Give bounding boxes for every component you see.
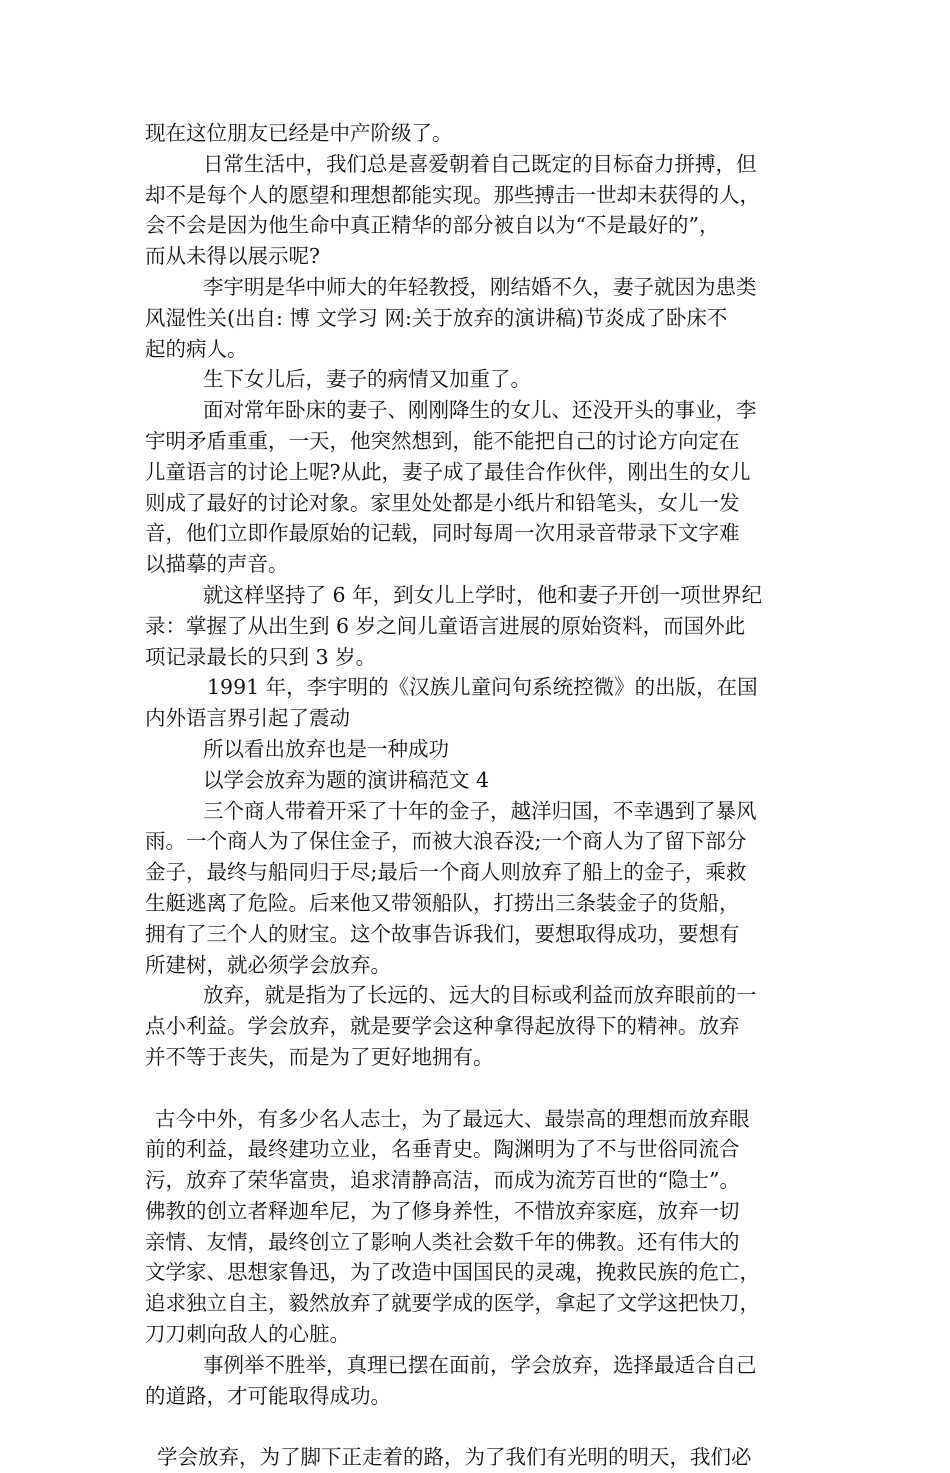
text-line: 起的病人。 xyxy=(145,336,248,361)
text-line: 生下女儿后，妻子的病情又加重了。 xyxy=(203,367,531,392)
text-line: 就这样坚持了 6 年，到女儿上学时，他和妻子开创一项世界纪 xyxy=(203,582,763,607)
section-heading: 以学会放弃为题的演讲稿范文 4 xyxy=(203,767,490,792)
text-line: 会不会是因为他生命中真正精华的部分被自以为“不是最好的”， xyxy=(145,213,720,238)
text-line: 录：掌握了从出生到 6 岁之间儿童语言进展的原始资料，而国外此 xyxy=(145,613,746,638)
text-line: 而从未得以展示呢? xyxy=(145,244,320,269)
text-line: 内外语言界引起了震动 xyxy=(145,706,350,731)
text-line: 所建树，就必须学会放弃。 xyxy=(145,952,391,977)
text-line: 佛教的创立者释迦牟尼，为了修身养性，不惜放弃家庭，放弃一切 xyxy=(145,1198,740,1223)
text-line: 风湿性关(出自: 博 文学习 网:关于放弃的演讲稿)节炎成了卧床不 xyxy=(145,305,728,330)
paragraph-gap xyxy=(145,1073,815,1104)
text-line: 生艇逃离了危险。后来他又带领船队，打捞出三条装金子的货船， xyxy=(145,890,740,915)
text-line: 所以看出放弃也是一种成功 xyxy=(203,736,449,761)
text-line: 三个商人带着开采了十年的金子，越洋归国，不幸遇到了暴风 xyxy=(203,798,757,823)
text-line: 的道路，才可能取得成功。 xyxy=(145,1383,391,1408)
text-line: 音，他们立即作最原始的记载，同时每周一次用录音带录下文字难 xyxy=(145,521,740,546)
text-line: 事例举不胜举，真理已摆在面前，学会放弃，选择最适合自己 xyxy=(203,1352,757,1377)
text-line: 前的利益，最终建功立业，名垂青史。陶渊明为了不与世俗同流合 xyxy=(145,1137,740,1162)
text-line: 现在这位朋友已经是中产阶级了。 xyxy=(145,121,453,145)
text-line: 项记录最长的只到 3 岁。 xyxy=(145,644,377,669)
text-line: 日常生活中，我们总是喜爱朝着自己既定的目标奋力拼搏，但 xyxy=(203,151,757,176)
text-line: 1991 年，李宇明的《汉族儿童问句系统控微》的出版，在国 xyxy=(207,675,758,700)
text-line: 古今中外，有多少名人志士，为了最远大、最崇高的理想而放弃眼 xyxy=(155,1106,750,1131)
text-line: 并不等于丧失，而是为了更好地拥有。 xyxy=(145,1044,494,1069)
text-line: 学会放弃，为了脚下正走着的路，为了我们有光明的明天，我们必 xyxy=(157,1445,752,1470)
text-line: 儿童语言的讨论上呢?从此，妻子成了最佳合作伙伴，刚出生的女儿 xyxy=(145,459,751,484)
text-line: 金子，最终与船同归于尽;最后一个商人则放弃了船上的金子，乘救 xyxy=(145,860,747,885)
text-line: 放弃，就是指为了长远的、远大的目标或利益而放弃眼前的一 xyxy=(203,983,757,1008)
text-line: 文学家、思想家鲁迅，为了改造中国国民的灵魂，挽救民族的危亡， xyxy=(145,1260,760,1285)
text-line: 李宇明是华中师大的年轻教授，刚结婚不久，妻子就因为患类 xyxy=(203,274,757,299)
text-line: 却不是每个人的愿望和理想都能实现。那些搏击一世却未获得的人， xyxy=(145,182,760,207)
text-line: 拥有了三个人的财宝。这个故事告诉我们，要想取得成功，要想有 xyxy=(145,921,740,946)
text-line: 点小利益。学会放弃，就是要学会这种拿得起放得下的精神。放弃 xyxy=(145,1014,740,1039)
paragraph-gap xyxy=(145,1411,815,1442)
text-line: 则成了最好的讨论对象。家里处处都是小纸片和铅笔头，女儿一发 xyxy=(145,490,740,515)
text-line: 以描摹的声音。 xyxy=(145,552,289,577)
text-line: 面对常年卧床的妻子、刚刚降生的女儿、还没开头的事业，李 xyxy=(203,398,757,423)
text-line: 宇明矛盾重重，一天，他突然想到，能不能把自己的讨论方向定在 xyxy=(145,428,740,453)
text-line: 雨。一个商人为了保住金子，而被大浪吞没;一个商人为了留下部分 xyxy=(145,829,747,854)
text-line: 污，放弃了荣华富贵，追求清静高洁，而成为流芳百世的“隐士”。 xyxy=(145,1168,740,1193)
document-body xyxy=(145,118,815,1473)
text-line: 刀刀刺向敌人的心脏。 xyxy=(145,1322,350,1347)
text-line: 追求独立自主，毅然放弃了就要学成的医学，拿起了文学这把快刀， xyxy=(145,1291,760,1316)
text-line: 亲情、友情，最终创立了影响人类社会数千年的佛教。还有伟大的 xyxy=(145,1229,740,1254)
